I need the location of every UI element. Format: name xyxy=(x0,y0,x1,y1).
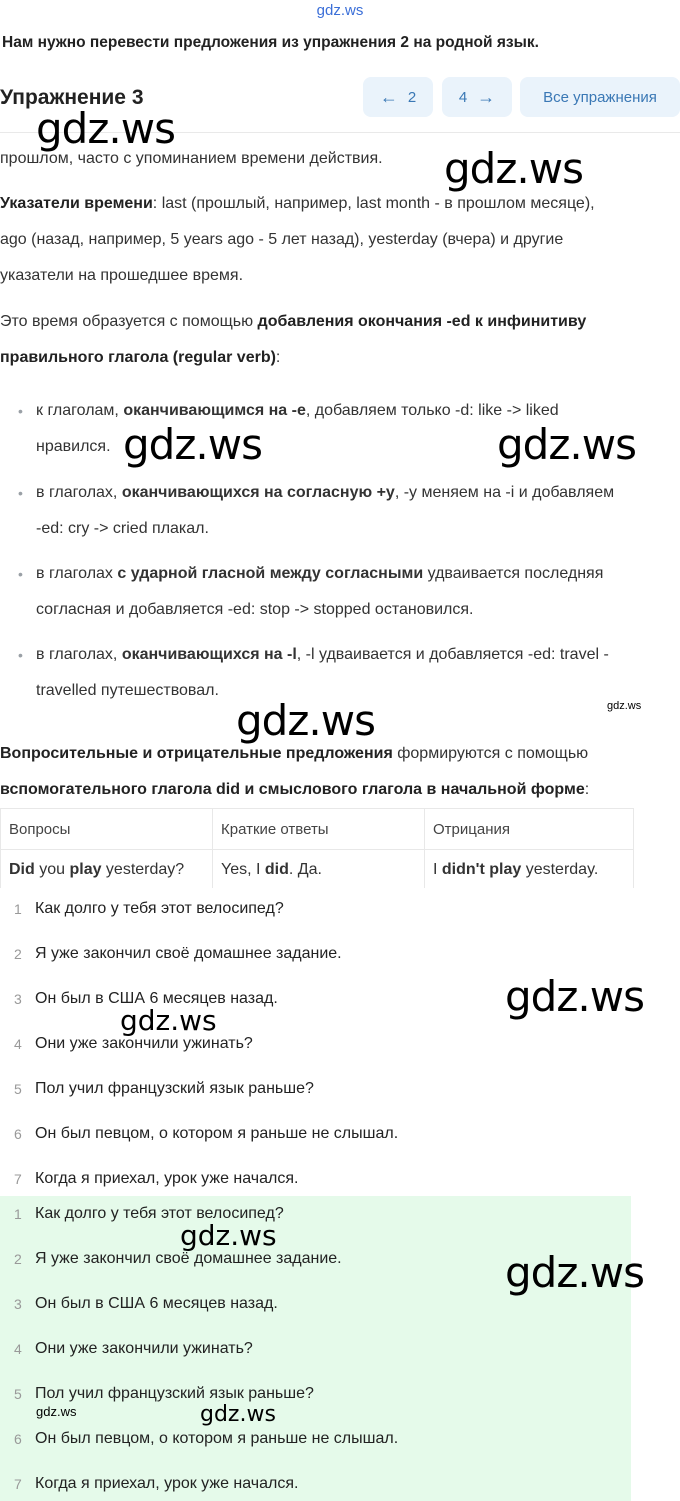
list-number: 1 xyxy=(14,1206,22,1222)
table-cell-answer xyxy=(213,850,425,891)
list-text: Он был певцом, о котором я раньше не слышал. xyxy=(35,1430,399,1447)
theory-line-1: прошлом, часто с упоминанием времени действия. xyxy=(0,150,383,167)
questions-end: : xyxy=(584,781,590,798)
list-number: 3 xyxy=(14,1296,22,1312)
list-text: Я уже закончил своё домашнее задание. xyxy=(35,1250,342,1267)
rule-text-b: оканчивающихся на -l xyxy=(121,646,297,663)
list-text: Они уже закончили ужинать? xyxy=(35,1340,253,1357)
watermark: gdz.ws xyxy=(36,1404,77,1419)
list-number: 2 xyxy=(14,946,22,962)
arrow-right-icon: → xyxy=(477,86,496,107)
next-exercise-label: 4 xyxy=(458,88,468,106)
watermark: gdz.ws xyxy=(607,700,642,712)
list-number: 2 xyxy=(14,1251,22,1267)
watermark: gdz.ws xyxy=(180,1219,277,1252)
table-header: Отрицания xyxy=(425,809,634,850)
rule-text-c: , добавляем только -d: like -> liked xyxy=(305,402,559,419)
watermark: gdz.ws xyxy=(497,420,636,469)
list-number: 7 xyxy=(14,1171,22,1187)
list-text: Он был в США 6 месяцев назад. xyxy=(35,990,278,1007)
rule-text-c: удваивается последняя xyxy=(423,565,604,582)
rule-text-a: в глаголах, xyxy=(36,646,122,663)
formation-bold-2: правильного глагола (regular verb) xyxy=(0,349,276,366)
cell-text: yesterday. xyxy=(521,861,599,878)
cell-text: . Да. xyxy=(288,861,322,878)
bullet-icon: • xyxy=(18,647,23,663)
rule-text-b: оканчивающимся на -е xyxy=(123,402,306,419)
list-number: 7 xyxy=(14,1476,22,1492)
list-text: Когда я приехал, урок уже начался. xyxy=(35,1475,299,1492)
list-text: Пол учил французский язык раньше? xyxy=(35,1385,314,1402)
rule-text-a: в глаголах, xyxy=(36,484,122,501)
page-title: Упражнение 3 xyxy=(0,86,144,109)
watermark: gdz.ws xyxy=(505,1248,644,1297)
list-text: Как долго у тебя этот велосипед? xyxy=(35,1205,284,1222)
intro-text: Нам нужно перевести предложения из упражнения 2 на родной язык. xyxy=(2,34,539,51)
time-markers-text-3: указатели на прошедшее время. xyxy=(0,267,244,284)
bullet-icon: • xyxy=(18,403,23,419)
rule-text-d: нравился. xyxy=(36,438,111,455)
time-markers-heading: Указатели времени xyxy=(0,195,153,212)
cell-bold: play xyxy=(69,861,102,878)
list-number: 4 xyxy=(14,1036,22,1052)
rule-text-d: travelled путешествовал. xyxy=(36,682,219,699)
cell-text: yesterday? xyxy=(101,861,185,878)
rule-text-d: -ed: cry -> cried плакал. xyxy=(36,520,209,537)
table-cutoff xyxy=(0,888,680,896)
list-text: Когда я приехал, урок уже начался. xyxy=(35,1170,299,1187)
watermark: gdz.ws xyxy=(200,1402,276,1427)
watermark: gdz.ws xyxy=(444,144,583,193)
bullet-icon: • xyxy=(18,566,23,582)
next-exercise-button[interactable] xyxy=(442,77,512,117)
list-number: 4 xyxy=(14,1341,22,1357)
arrow-left-icon: ← xyxy=(379,86,398,107)
time-markers-paragraph xyxy=(0,186,680,294)
watermark: gdz.ws xyxy=(120,1004,217,1037)
list-text: Как долго у тебя этот велосипед? xyxy=(35,900,284,917)
formation-end: : xyxy=(275,349,281,366)
list-number: 5 xyxy=(14,1081,22,1097)
rule-text-b: с ударной гласной между согласными xyxy=(117,565,424,582)
watermark: gdz.ws xyxy=(36,104,175,153)
watermark: gdz.ws xyxy=(505,972,644,1021)
rule-text-b: оканчивающихся на согласную +у xyxy=(121,484,395,501)
list-text: Пол учил французский язык раньше? xyxy=(35,1080,314,1097)
formation-paragraph xyxy=(0,304,680,376)
cell-bold: did xyxy=(264,861,289,878)
cell-text: Yes, I xyxy=(221,861,265,878)
rule-item xyxy=(16,556,676,628)
list-number: 6 xyxy=(14,1126,22,1142)
rule-text-d: согласная и добавляется -ed: stop -> stopped остановился. xyxy=(36,601,474,618)
table-header: Краткие ответы xyxy=(213,809,425,850)
list-text: Я уже закончил своё домашнее задание. xyxy=(35,945,342,962)
questions-bold: Вопросительные и отрицательные предложения xyxy=(0,745,393,762)
watermark: gdz.ws xyxy=(236,696,375,745)
cell-text: you xyxy=(34,861,70,878)
list-text: Он был певцом, о котором я раньше не слышал. xyxy=(35,1125,399,1142)
table-cell-negation xyxy=(425,850,634,891)
formation-text: Это время образуется с помощью xyxy=(0,313,258,330)
questions-bold-2: вспомогательного глагола did и смыслового глагола в начальной форме xyxy=(0,781,585,798)
cell-text: I xyxy=(433,861,442,878)
rule-text-a: к глаголам, xyxy=(36,402,124,419)
questions-text: формируются с помощью xyxy=(392,745,589,762)
formation-bold-1: добавления окончания -ed к инфинитиву xyxy=(257,313,587,330)
cell-bold: Did xyxy=(9,861,35,878)
table-header: Вопросы xyxy=(1,809,213,850)
questions-paragraph xyxy=(0,736,680,808)
cell-bold: didn't play xyxy=(441,861,522,878)
prev-exercise-label: 2 xyxy=(407,88,417,106)
table-row xyxy=(1,850,634,891)
rule-item xyxy=(16,475,676,547)
list-number: 6 xyxy=(14,1431,22,1447)
list-text: Он был в США 6 месяцев назад. xyxy=(35,1295,278,1312)
list-number: 5 xyxy=(14,1386,22,1402)
rule-text-c: , -l удваивается и добавляется -ed: travel - xyxy=(296,646,609,663)
all-exercises-label: Все упражнения xyxy=(543,88,657,106)
list-number: 3 xyxy=(14,991,22,1007)
list-text: Они уже закончили ужинать? xyxy=(35,1035,253,1052)
rule-text-c: , -у меняем на -i и добавляем xyxy=(394,484,615,501)
time-markers-text-2: ago (назад, например, 5 years ago - 5 лет назад), yesterday (вчера) и другие xyxy=(0,231,564,248)
table-header-row xyxy=(1,809,634,850)
site-watermark-top: gdz.ws xyxy=(316,2,364,19)
time-markers-text-1: : last (прошлый, например, last month - в прошлом месяце), xyxy=(152,195,595,212)
table-cell-question xyxy=(1,850,213,891)
list-number: 1 xyxy=(14,901,22,917)
all-exercises-button[interactable] xyxy=(520,77,680,117)
grammar-table xyxy=(0,808,634,891)
prev-exercise-button[interactable] xyxy=(363,77,433,117)
watermark: gdz.ws xyxy=(123,420,262,469)
rule-text-a: в глаголах xyxy=(36,565,118,582)
bullet-icon: • xyxy=(18,485,23,501)
